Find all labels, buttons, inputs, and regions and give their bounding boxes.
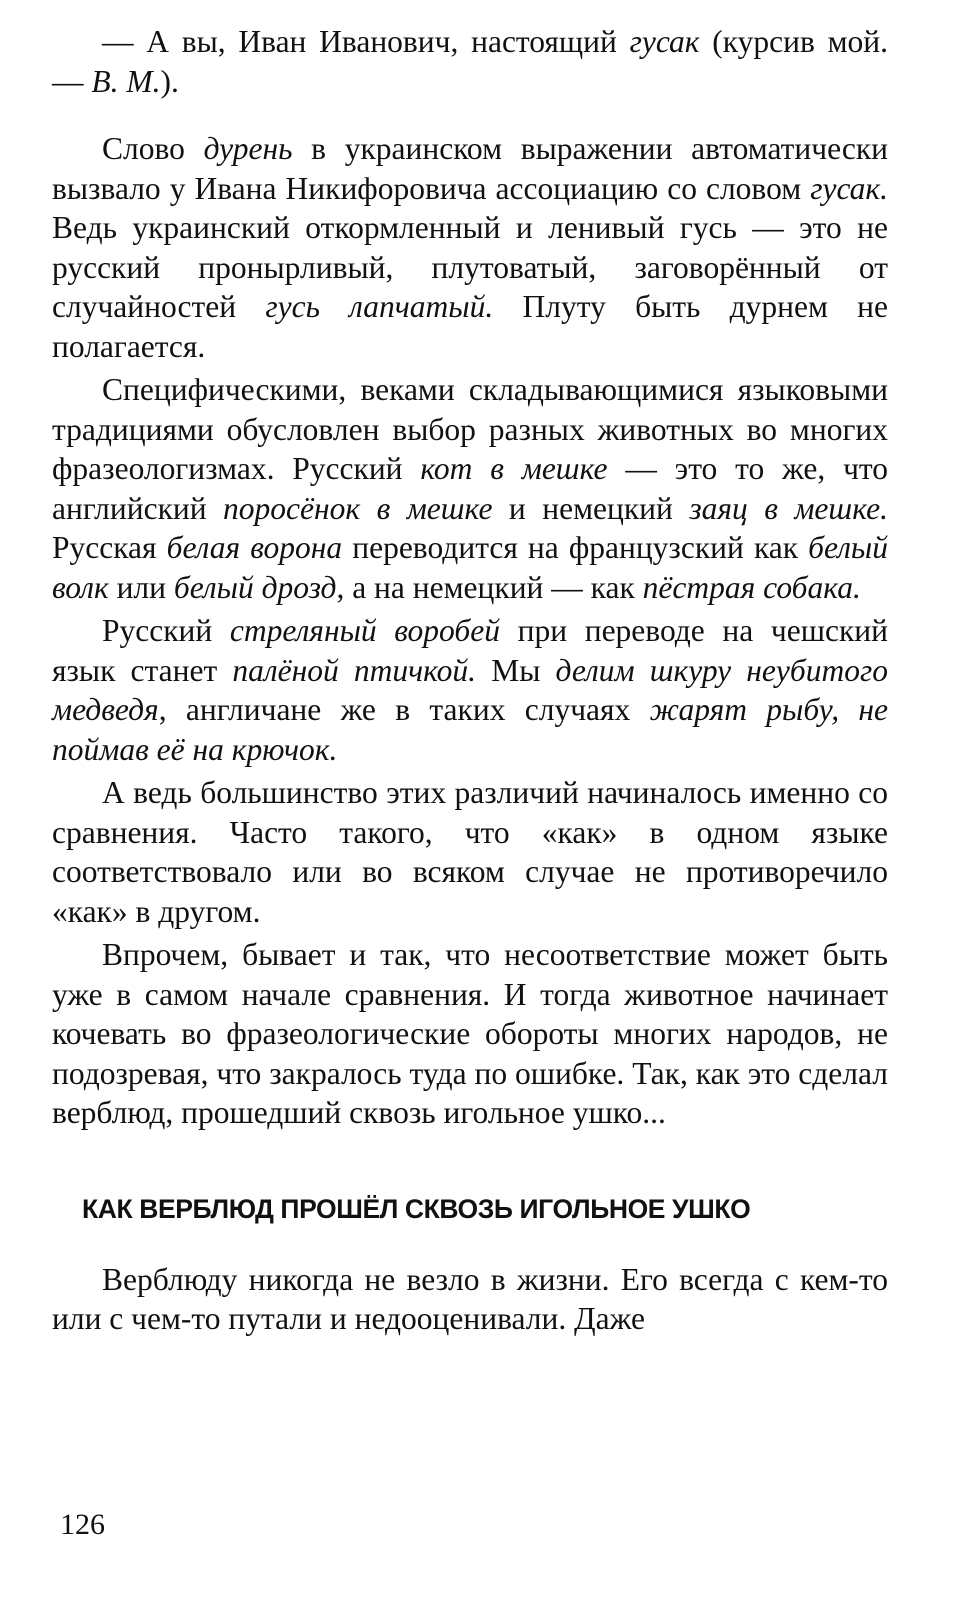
italic-phrase: палёной птичкой. [232, 652, 477, 688]
italic-phrase: белый волк [52, 530, 889, 605]
paragraph-section-start [52, 1260, 888, 1339]
paragraph-quote [52, 22, 888, 101]
text-run: в украинском выражении автоматически вызвало у Ивана Никифоровича ассоциацию со словом [52, 131, 888, 206]
text-run: — А вы, Иван Иванович, настоящий [102, 24, 630, 59]
text-run: Ведь украинский откормленный и ленивый гусь — это не русский пронырливый, плутоватый, заговорённый от случайностей [52, 210, 888, 324]
italic-phrase: белый дрозд [173, 569, 337, 605]
italic-phrase: гусь лапчатый. [265, 289, 494, 324]
text-run: , а на немецкий — как [336, 569, 643, 605]
text-run: Русская [52, 530, 167, 565]
text-run: Верблюду никогда не везло в жизни. Его всегда с кем-то или с чем-то путали и недооценивали. Даже [52, 1261, 888, 1336]
section-heading: КАК ВЕРБЛЮД ПРОШЁЛ СКВОЗЬ ИГОЛЬНОЕ УШКО [82, 1193, 751, 1224]
text-run: ). [160, 63, 179, 99]
text-run: А ведь большинство этих различий начиналось именно со сравнения. Часто такого, что «как» в одном языке соответствовало или во всяком случае не противоречило «как» в другом. [52, 775, 888, 929]
book-page [52, 22, 888, 1339]
text-run: и немецкий [492, 490, 690, 526]
italic-phrase: гусак. [810, 170, 888, 206]
text-run: Впрочем, бывает и так, что несоответствие может быть уже в самом начале сравнения. И тогда животное начинает кочевать во фразеологические обороты многих народов, не подозревая, что закралось туда по ошибке. Так, как это сделал верблюд, прошедший сквозь игольное ушко... [52, 937, 888, 1130]
italic-phrase: стреляный воробей [229, 613, 500, 648]
italic-phrase: жарят рыбу, не поймав её на крючок. [52, 692, 888, 767]
text-run: Русский [102, 613, 230, 648]
italic-phrase: белая ворона [166, 530, 343, 565]
text-run: Слово [102, 131, 204, 166]
italic-phrase: пёстрая собака. [642, 569, 861, 605]
italic-phrase: делим шкуру неубитого медведя [52, 652, 889, 727]
paragraph-differences [52, 773, 888, 931]
paragraph-camel-intro [52, 935, 888, 1133]
paragraph-sparrow [52, 611, 888, 769]
italic-phrase: заяц в мешке. [689, 490, 888, 526]
text-run: или [108, 569, 174, 605]
paragraph-durень [52, 129, 888, 366]
text-run: Мы [476, 652, 556, 688]
italic-phrase: поросёнок в мешке [223, 490, 493, 526]
text-run: , англичане же в таких случаях [158, 692, 650, 727]
italic-phrase: В. М. [91, 63, 161, 99]
text-run: при переводе на чешский язык станет [52, 613, 888, 688]
paragraph-traditions [52, 370, 888, 607]
italic-phrase: кот в мешке [420, 451, 608, 486]
text-run: переводится на французский как [342, 530, 809, 565]
text-run: (курсив мой. — [52, 24, 888, 99]
text-run: — это то же, что английский [52, 451, 889, 526]
italic-phrase: гусак [629, 24, 700, 59]
text-run: Плуту быть дурнем не полагается. [52, 289, 888, 364]
italic-phrase: дурень [203, 131, 293, 166]
text-run: Специфическими, веками складывающимися языковыми традициями обусловлен выбор разных животных во многих фразеологизмах. Русский [52, 372, 888, 486]
page-number: 126 [60, 1508, 105, 1541]
